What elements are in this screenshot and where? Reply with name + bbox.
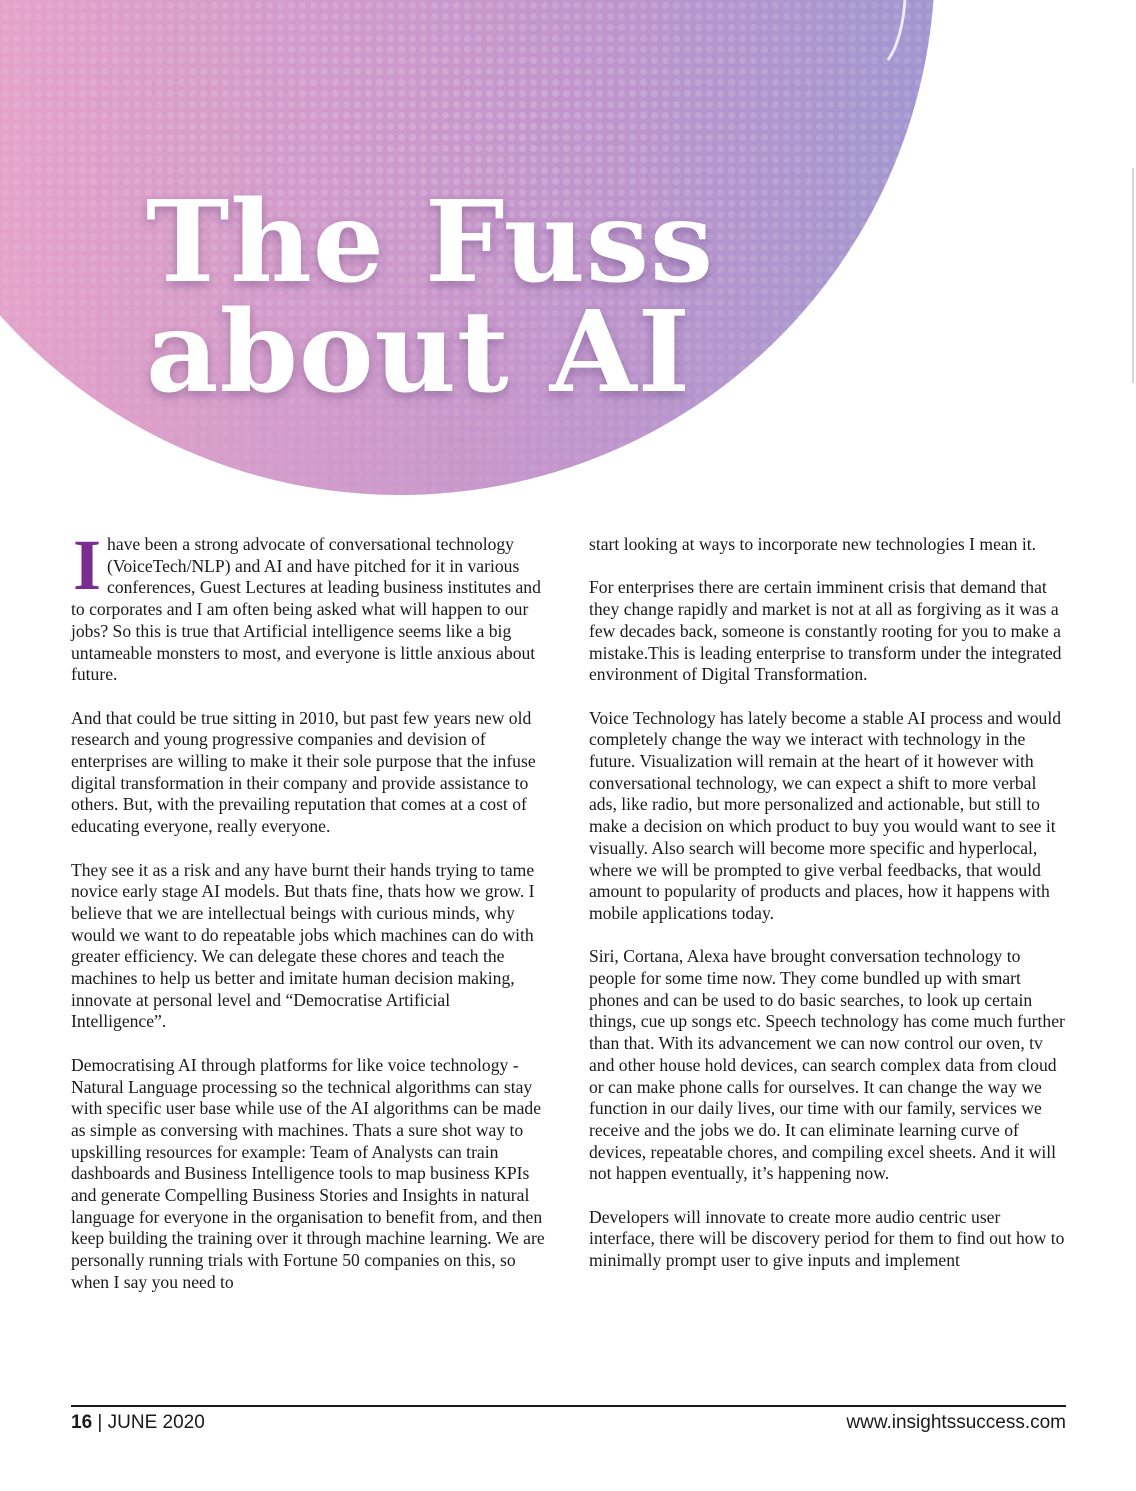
footer-page-info bbox=[71, 1412, 205, 1434]
article-paragraph: start looking at ways to incorporate new technologies I mean it. bbox=[589, 534, 1037, 554]
page-edge-divider bbox=[1132, 168, 1134, 383]
article-paragraph: For enterprises there are certain imminent crisis that demand that they change rapidly and market is not at all as forgiving as it was a few decades back, someone is constantly rooting for you to make a mistake.This is leading enterprise to transform under the integrated environment of Digital Transformation. bbox=[589, 577, 1062, 685]
article-title bbox=[146, 177, 715, 418]
article-column-right bbox=[589, 534, 1067, 1294]
article-paragraph: And that could be true sitting in 2010, but past few years new old research and young progressive companies and devision of enterprises are willing to make it their sole purpose that the infuse digital transformation in their company and provide assistance to others. But, with the prevailing reputation that comes at a cost of educating everyone, really everyone. bbox=[71, 707, 536, 837]
footer-separator: | bbox=[92, 1412, 108, 1433]
title-line-2: about AI bbox=[146, 287, 692, 418]
title-line-1: The Fuss bbox=[146, 177, 715, 308]
article-paragraph: Voice Technology has lately become a stable AI process and would completely change the way we interact with technology in the future. Visualization will remain at the heart of it however with conversational technology, we can expect a shift to more verbal ads, like radio, but more personalized and actionable, but still to make a decision on which product to buy you would want to see it visually. Also search will become more specific and hyperlocal, where we will be prompted to give verbal feedbacks, that would amount to popularity of products and places, how it happens with mobile applications today. bbox=[589, 707, 1062, 923]
footer-website-link[interactable]: www.insightssuccess.com bbox=[846, 1412, 1066, 1433]
page-number: 16 bbox=[71, 1412, 93, 1433]
article-paragraph: Ihave been a strong advocate of conversational technology (VoiceTech/NLP) and AI and have pitched for it in various conferences, Guest Lectures at leading business institutes and to corporates and I am often being asked what will happen to our jobs? So this is true that Artificial intelligence seems like a big untameable monsters to most, and everyone is little anxious about future. bbox=[71, 525, 541, 685]
article-column-left bbox=[71, 525, 549, 1315]
article-paragraph: They see it as a risk and any have burnt their hands trying to tame novice early stage AI models. But thats fine, thats how we grow. I believe that we are intellectual beings with curious minds, why would we want to do repeatable jobs which machines can do with greater efficiency. We can delegate these chores and teach the machines to help us better and imitate human decision making, innovate at personal level and “Democratise Artificial Intelligence”. bbox=[71, 859, 535, 1032]
drop-cap: I bbox=[73, 525, 102, 605]
issue-date: JUNE 2020 bbox=[107, 1412, 205, 1433]
article-paragraph: Developers will innovate to create more audio centric user interface, there will be discovery period for them to find out how to minimally prompt user to give inputs and implement bbox=[589, 1206, 1065, 1271]
article-paragraph: Siri, Cortana, Alexa have brought conversation technology to people for some time now. They come bundled up with smart phones and can be used to do basic searches, to look up certain things, cue up songs etc. Speech technology has come much further than that. With its advancement we can now control our oven, tv and other house hold devices, can search complex data from cloud or can make phone calls for ourselves. It can change the way we function in our daily lives, our time with our family, services we receive and the jobs we do. It can eliminate learning curve of devices, repeatable chores, and compiling excel sheets. And it will not happen eventually, it’s happening now. bbox=[589, 946, 1065, 1184]
article-paragraph: Democratising AI through platforms for like voice technology - Natural Language processing so the technical algorithms can stay with specific user base while use of the AI algorithms can be made as simple as conversing with machines. Thats a sure shot way to upskilling resources for example: Team of Analysts can train dashboards and Business Intelligence tools to map business KPIs and generate Compelling Business Stories and Insights in natural language for everyone in the organisation to benefit from, and then keep building the training over it through machine learning. We are personally running trials with Fortune 50 companies on this, so when I say you need to bbox=[71, 1054, 545, 1292]
footer-divider bbox=[71, 1405, 1066, 1407]
hero-banner bbox=[0, 0, 1136, 520]
